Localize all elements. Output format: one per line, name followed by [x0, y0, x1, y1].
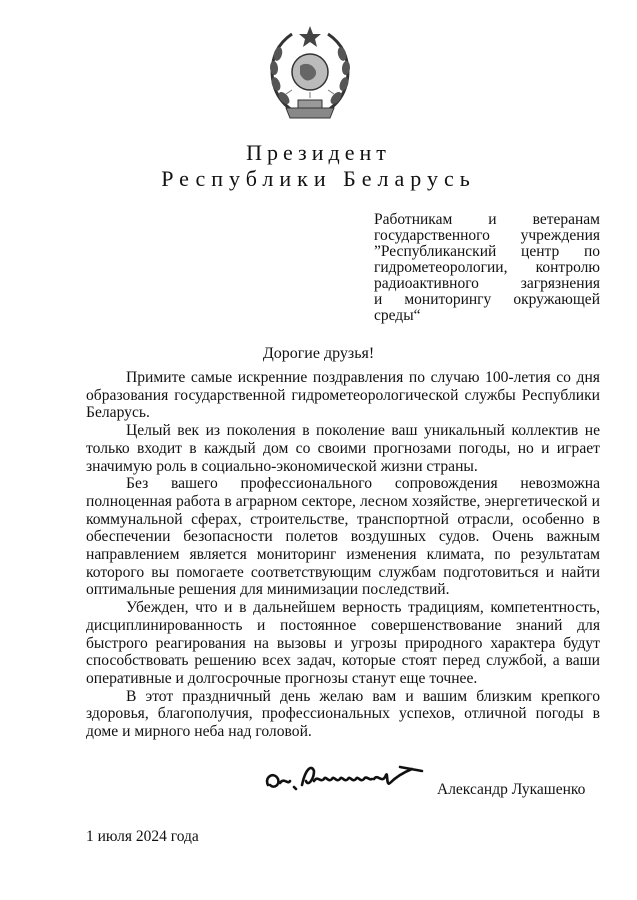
body-paragraph: В этот праздничный день желаю вам и вашим близким крепкого здоровья, благополучия, профессиональных успехов, отличной погоды в доме и мирного неба над головой. — [86, 687, 600, 741]
letter-body — [86, 369, 600, 741]
body-paragraph: Без вашего профессионального сопровождения невозможна полноценная работа в аграрном секторе, лесном хозяйстве, энергетической и коммунальной сферах, строительстве, транспортной отрасли, особенно в обеспечении безопасности полетов воздушных судов. Очень важным направлением является мониторинг изменения климата, по результатам которого вы помогаете соответствующим службам подготовиться и найти оптимальные решения для минимизации последствий. — [86, 475, 600, 599]
letter-date: 1 июля 2024 года — [86, 828, 199, 845]
addressee-line: государственного учреждения — [374, 227, 600, 244]
salutation: Дорогие друзья! — [262, 345, 375, 362]
addressee-line: радиоактивного загрязнения — [374, 275, 600, 292]
addressee-block — [374, 212, 600, 324]
handwritten-signature — [262, 757, 432, 797]
signer-name: Александр Лукашенко — [437, 781, 586, 798]
sender-title: Президент — [246, 140, 391, 165]
body-paragraph: Целый век из поколения в поколение ваш уникальный коллектив не только входит в каждый дом со своими прогнозами погоды, но и играет значимую роль в социально-экономической жизни страны. — [86, 422, 600, 475]
addressee-line: гидрометеорологии, контролю — [374, 259, 600, 276]
body-paragraph: Убежден, что и в дальнейшем верность традициям, компетентность, дисциплинированность и постоянное совершенствование знаний для быстрого реагирования на вызовы и угрозы природного характера будут способствовать решению всех задач, которые стоят перед службой, а ваши оперативные и долгосрочные прогнозы станут еще точнее. — [86, 599, 600, 687]
addressee-line: и мониторингу окружающей — [374, 291, 600, 308]
sender-country: Республики Беларусь — [161, 166, 476, 191]
addressee-line: среды“ — [374, 307, 421, 324]
belarus-coat-of-arms-icon — [262, 22, 358, 122]
body-paragraph: Примите самые искренние поздравления по случаю 100-летия со дня образования государственной гидрометеорологической службы Республики Беларусь. — [86, 369, 600, 422]
addressee-line: ”Республиканский центр по — [374, 243, 600, 260]
addressee-line: Работникам и ветеранам — [374, 211, 600, 228]
